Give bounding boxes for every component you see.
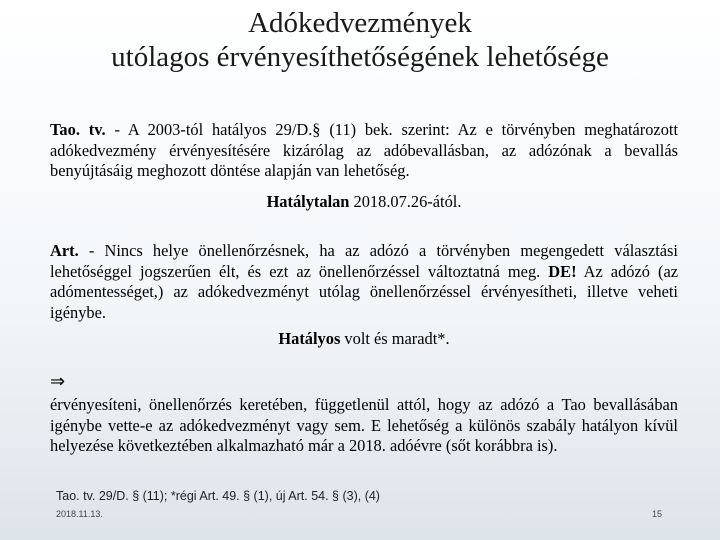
status-repealed-text: 2018.07.26-ától. — [349, 192, 462, 211]
title-line-1: Adókedvezmények — [248, 7, 472, 39]
status-repealed — [50, 192, 678, 213]
tao-label: Tao. tv. — [50, 120, 106, 139]
status-effective-label: Hatályos — [278, 329, 341, 348]
status-repealed-label: Hatálytalan — [266, 192, 350, 211]
title-line-2: utólagos érvényesíthetőségének lehetősége — [111, 41, 609, 73]
art-text-2: Az adózó (az adómentességet,) az adókedvezményt utólag önellenőrzéssel érvényesítheti, illetve veheti igénybe. — [50, 261, 678, 322]
legal-reference: Tao. tv. 29/D. § (11); *régi Art. 49. § (1), új Art. 54. § (3), (4) — [56, 489, 380, 503]
tao-paragraph — [50, 120, 678, 182]
art-paragraph — [50, 241, 678, 323]
footer-date: 2018.11.13. — [56, 509, 103, 519]
tao-text: - A 2003-tól hatályos 29/D.§ (11) bek. szerint: Az e törvényben meghatározott adókedvezmény érvényesítésére kizárólag az adóbevallásban, az adózónak a bevallás benyújtásáig meghozott döntése alapján van lehetőség. — [50, 120, 679, 180]
conclusion-paragraph: érvényesíteni, önellenőrzés keretében, függetlenül attól, hogy az adózó a Tao bevallásában igénybe vette-e az adókedvezményt vagy sem. E lehetőség a különös szabály hatályon kívül helyezése következtében alkalmazható már a 2018. adóévre (sőt korábbra is). — [50, 395, 678, 455]
status-effective — [50, 329, 678, 350]
page-number: 15 — [651, 509, 662, 519]
art-text-1: - Nincs helye önellenőrzésnek, ha az adózó a törvényben megengedett választási lehetőséggel jogszerűen élt, és ezt az önellenőrzéssel változtatná meg. — [50, 241, 678, 281]
implication-arrow-icon: ⇒ — [50, 371, 66, 392]
de-emphasis: DE! — [548, 261, 577, 281]
status-effective-text: volt és maradt*. — [340, 329, 450, 348]
slide-title — [0, 6, 720, 74]
art-label: Art. — [50, 241, 79, 260]
